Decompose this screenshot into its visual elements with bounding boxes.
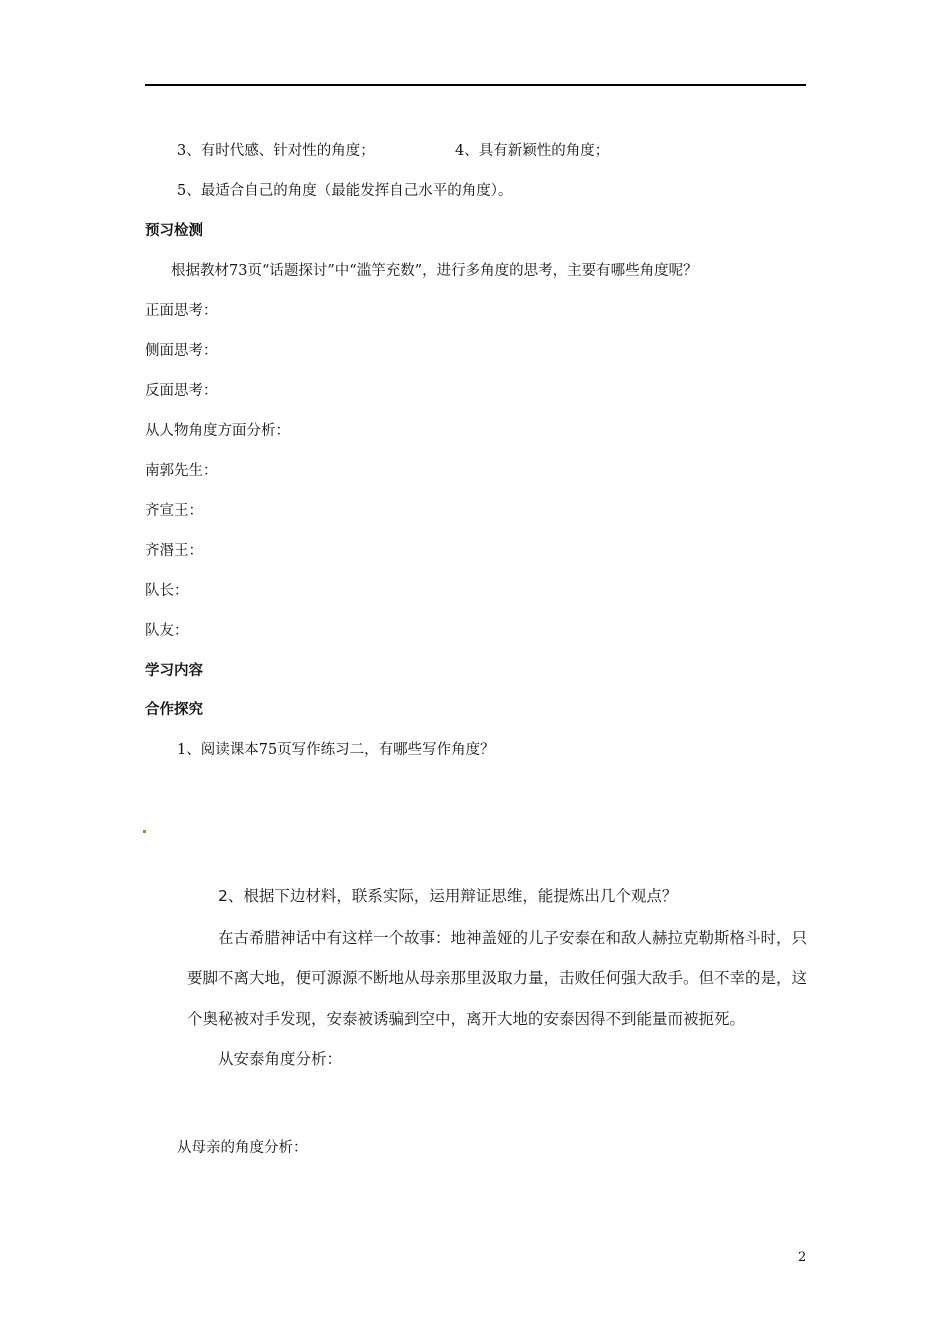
material-story-line-3: 个奥秘被对手发现，安泰被诱骗到空中，离开大地的安泰因得不到能量而被扼死。 [187, 1010, 746, 1028]
preview-item-captain: 队长： [145, 583, 189, 599]
material-antai-prompt: 从安泰角度分析： [218, 1050, 343, 1068]
study-subheading: 合作探究 [145, 702, 203, 718]
mother-prompt: 从母亲的角度分析： [177, 1140, 308, 1156]
header-rule [145, 84, 806, 86]
preview-item-minwang: 齐湣王： [145, 543, 203, 559]
material-story-line-1: 在古希腊神话中有这样一个故事：地神盖娅的儿子安泰在和敌人赫拉克勒斯格斗时，只 [218, 929, 808, 947]
point-4: 4、具有新颖性的角度； [455, 143, 610, 159]
preview-item-teammate: 队友： [145, 623, 189, 639]
page-number: 2 [798, 1250, 807, 1265]
preview-item-xuanwang: 齐宣王： [145, 503, 203, 519]
preview-question: 根据教材73页“话题探讨”中“滥竽充数”，进行多角度的思考，主要有哪些角度呢？ [171, 263, 698, 279]
point-3: 3、有时代感、针对性的角度； [177, 143, 375, 159]
stray-mark [143, 830, 146, 833]
preview-item-reverse: 反面思考： [145, 383, 218, 399]
preview-item-side: 侧面思考： [145, 343, 218, 359]
preview-item-characters: 从人物角度方面分析： [145, 423, 290, 439]
study-heading: 学习内容 [145, 663, 203, 679]
preview-item-nanguo: 南郭先生： [145, 463, 218, 479]
study-question-1: 1、阅读课本75页写作练习二，有哪些写作角度？ [177, 742, 495, 758]
preview-item-front: 正面思考： [145, 303, 218, 319]
point-5: 5、最适合自己的角度（最能发挥自己水平的角度）。 [177, 183, 513, 199]
preview-heading: 预习检测 [145, 223, 203, 239]
material-story-line-2: 要脚不离大地，便可源源不断地从母亲那里汲取力量，击败任何强大敌手。但不幸的是，这 [187, 969, 808, 987]
material-question-2: 2、根据下边材料，联系实际，运用辩证思维，能提炼出几个观点？ [218, 887, 678, 905]
